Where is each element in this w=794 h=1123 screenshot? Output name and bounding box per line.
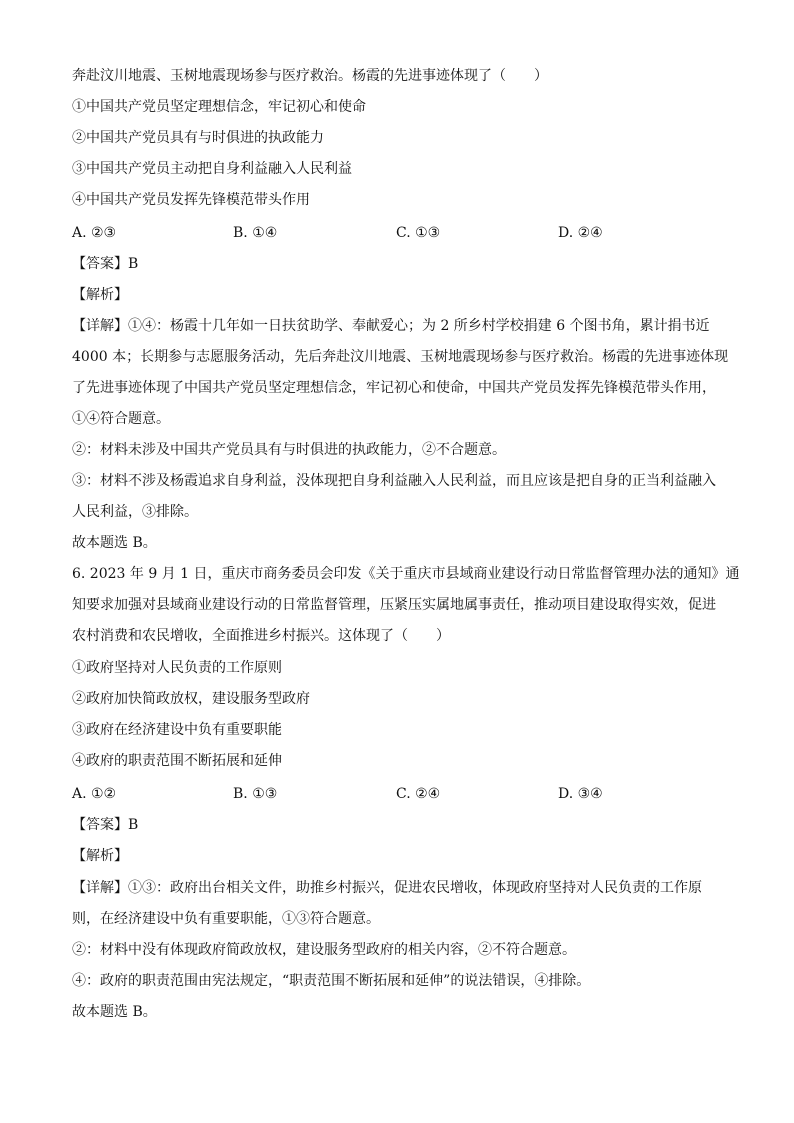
q6-answer: 【答案】B [72, 817, 139, 833]
q5-detail-line-7: 人民利益，③排除。 [72, 504, 198, 520]
q5-stem-tail: 奔赴汶川地震、玉树地震现场参与医疗救治。杨霞的先进事迹体现了（ ） [72, 68, 548, 84]
q6-statement-4: ④政府的职责范围不断拓展和延伸 [72, 753, 282, 769]
q6-detail-line-5: 故本题选 B。 [72, 1004, 157, 1020]
q6-stem-line-3: 农村消费和农民增收，全面推进乡村振兴。这体现了（ ） [72, 628, 450, 644]
q5-statement-3: ③中国共产党员主动把自身利益融入人民利益 [72, 161, 352, 177]
q6-analysis-label: 【解析】 [72, 848, 128, 864]
q6-option-a: A. ①② [72, 786, 117, 802]
q5-detail-line-1: 【详解】①④：杨霞十几年如一日扶贫助学、奉献爱心；为 2 所乡村学校捐建 6 个图书角，累计捐书近 [72, 318, 710, 334]
q5-detail-line-2: 4000 本；长期参与志愿服务活动，先后奔赴汶川地震、玉树地震现场参与医疗救治。杨霞的先进事迹体现 [72, 349, 729, 365]
q5-option-b: B. ①④ [233, 225, 278, 241]
q5-statement-4: ④中国共产党员发挥先锋模范带头作用 [72, 192, 310, 208]
q5-detail-line-3: 了先进事迹体现了中国共产党员坚定理想信念，牢记初心和使命，中国共产党员发挥先锋模范带头作用， [72, 380, 716, 396]
q5-detail-line-5: ②：材料未涉及中国共产党员具有与时俱进的执政能力，②不合题意。 [72, 442, 506, 458]
q6-detail-line-1: 【详解】①③：政府出台相关文件，助推乡村振兴，促进农民增收，体现政府坚持对人民负责的工作原 [72, 880, 702, 896]
q6-stem-line-2: 知要求加强对县域商业建设行动的日常监督管理，压紧压实属地属事责任，推动项目建设取得实效，促进 [72, 597, 716, 613]
q5-answer: 【答案】B [72, 256, 139, 272]
q6-statement-3: ③政府在经济建设中负有重要职能 [72, 722, 282, 738]
q6-statement-2: ②政府加快简政放权，建设服务型政府 [72, 691, 310, 707]
q6-option-d: D. ③④ [558, 786, 603, 802]
q5-statement-2: ②中国共产党员具有与时俱进的执政能力 [72, 130, 324, 146]
q5-detail-line-8: 故本题选 B。 [72, 535, 157, 551]
q6-stem-line-1: 6. 2023 年 9 月 1 日，重庆市商务委员会印发《关于重庆市县域商业建设行动日常监督管理办法的通知》通 [72, 566, 740, 582]
q5-option-d: D. ②④ [558, 225, 603, 241]
q6-detail-line-3: ②：材料中没有体现政府简政放权，建设服务型政府的相关内容，②不符合题意。 [72, 942, 576, 958]
q5-option-a: A. ②③ [72, 225, 117, 241]
q6-detail-line-4: ④：政府的职责范围由宪法规定，“职责范围不断拓展和延伸”的说法错误，④排除。 [72, 973, 591, 989]
q6-detail-line-2: 则，在经济建设中负有重要职能，①③符合题意。 [72, 911, 380, 927]
q5-statement-1: ①中国共产党员坚定理想信念，牢记初心和使命 [72, 99, 366, 115]
q6-option-b: B. ①③ [233, 786, 278, 802]
q5-analysis-label: 【解析】 [72, 287, 128, 303]
q6-option-c: C. ②④ [396, 786, 441, 802]
q6-statement-1: ①政府坚持对人民负责的工作原则 [72, 660, 282, 676]
q5-detail-line-6: ③：材料不涉及杨霞追求自身利益，没体现把自身利益融入人民利益，而且应该是把自身的正当利益融入 [72, 473, 716, 489]
q5-option-c: C. ①③ [396, 225, 441, 241]
q5-detail-line-4: ①④符合题意。 [72, 411, 170, 427]
